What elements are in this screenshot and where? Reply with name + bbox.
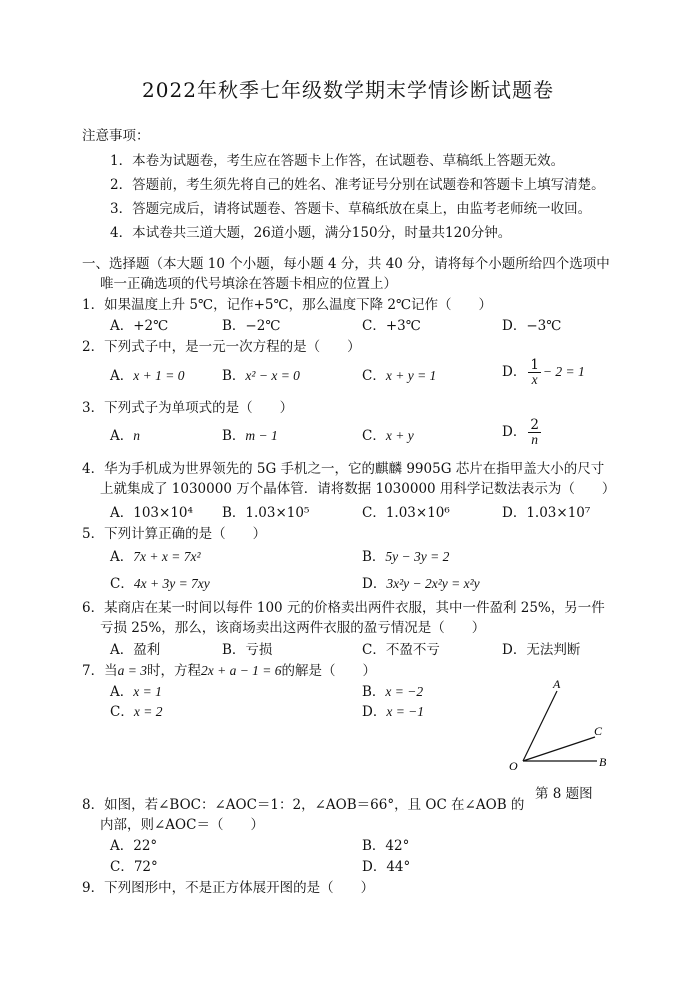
stem-condition: a = 3 xyxy=(117,663,147,678)
question-2-option-a xyxy=(110,366,184,386)
option-expression: x² − x = 0 xyxy=(245,368,300,383)
section1-heading: 一、选择题（本大题 10 个小题，每小题 4 分，共 40 分，请将每个小题所给四个选项中 xyxy=(82,256,610,272)
question-4-option-c: C．1.03×10⁶ xyxy=(362,505,450,521)
fraction-numerator: 2 xyxy=(530,417,539,433)
question-8-option-c: C．72° xyxy=(110,859,158,875)
point-label-b: B xyxy=(599,755,607,769)
ray-oc xyxy=(523,737,595,761)
question-5-option-b xyxy=(362,547,449,567)
option-label: C． xyxy=(362,428,386,444)
question-8-stem-line2: 内部，则∠AOC＝（ ） xyxy=(100,817,264,833)
question-8-option-d: D．44° xyxy=(362,859,411,875)
option-expression: 5y − 3y = 2 xyxy=(385,549,450,564)
fraction-denominator: n xyxy=(531,432,538,447)
page-title: 2022年秋季七年级数学期末学情诊断试题卷 xyxy=(142,78,554,102)
option-expression: 7x + x = 7x² xyxy=(133,549,201,564)
question-2-stem: 2．下列式子中，是一元一次方程的是（ ） xyxy=(82,339,361,355)
question-5-stem: 5．下列计算正确的是（ ） xyxy=(82,526,267,542)
point-label-o: O xyxy=(509,759,518,773)
option-label: C． xyxy=(362,368,386,384)
option-expression: x = 2 xyxy=(133,704,163,719)
question-7-option-c xyxy=(110,702,162,722)
notice-item-3: 3．答题完成后，请将试题卷、答题卡、草稿纸放在桌上，由监考老师统一收回。 xyxy=(110,201,592,217)
option-expression: m − 1 xyxy=(245,428,278,443)
question-3-option-b xyxy=(222,426,278,446)
question-7-option-b xyxy=(362,682,423,702)
question-4-option-b: B．1.03×10⁵ xyxy=(222,505,310,521)
question-1-stem: 1．如果温度上升 5℃，记作+5℃，那么温度下降 2℃记作（ ） xyxy=(82,297,493,313)
option-expression: x = −1 xyxy=(386,704,425,719)
question-4-stem-line1: 4．华为手机成为世界领先的 5G 手机之一，它的麒麟 9905G 芯片在指甲盖大小的尺寸 xyxy=(82,461,605,477)
stem-text: 时，方程 xyxy=(146,663,201,679)
question-4-option-a: A．103×10⁴ xyxy=(110,505,193,521)
fraction xyxy=(528,358,541,387)
question-4-option-d: D．1.03×10⁷ xyxy=(502,505,591,521)
question-8-option-b: B．42° xyxy=(362,838,410,854)
question-9-stem: 9．下列图形中，不是正方体展开图的是（ ） xyxy=(82,880,375,896)
option-expression: 3x²y − 2x²y = x²y xyxy=(386,576,480,591)
point-label-a: A xyxy=(553,677,561,691)
stem-text: 的解是（ ） xyxy=(281,663,377,679)
fraction xyxy=(528,418,541,447)
notice-item-1: 1．本卷为试题卷，考生应在答题卡上作答，在试题卷、草稿纸上答题无效。 xyxy=(110,153,565,169)
notice-item-2: 2．答题前，考生须先将自己的姓名、准考证号分别在试题卷和答题卡上填写清楚。 xyxy=(110,177,605,193)
question-5-option-c xyxy=(110,574,210,594)
question-7-option-a xyxy=(110,682,162,702)
point-label-c: C xyxy=(594,724,603,738)
question-3-option-c xyxy=(362,426,414,446)
option-label: B． xyxy=(222,428,246,444)
question-6-option-c: C．不盈不亏 xyxy=(362,642,440,658)
figure-caption: 第 8 题图 xyxy=(535,786,593,802)
question-7-stem xyxy=(82,661,376,681)
question-1-option-c: C．+3℃ xyxy=(362,318,421,334)
option-label: D． xyxy=(362,576,387,592)
option-label: D． xyxy=(362,704,387,720)
option-expression: − 2 = 1 xyxy=(542,364,585,379)
question-3-stem: 3．下列式子为单项式的是（ ） xyxy=(82,400,294,416)
question-3-option-a xyxy=(110,426,140,446)
question-6-option-d: D．无法判断 xyxy=(502,642,581,658)
ray-oa xyxy=(523,691,557,761)
question-5-option-d xyxy=(362,574,480,594)
option-label: A． xyxy=(110,684,134,700)
option-label: B． xyxy=(362,549,386,565)
option-label: B． xyxy=(222,368,246,384)
option-expression: x + y xyxy=(385,428,414,443)
option-label: A． xyxy=(110,368,134,384)
option-label: C． xyxy=(110,576,134,592)
question-1-option-a: A．+2℃ xyxy=(110,318,169,334)
fraction-denominator: x xyxy=(531,372,538,387)
angle-figure xyxy=(505,675,615,775)
notice-item-4: 4．本试卷共三道大题，26道小题，满分150分，时量共120分钟。 xyxy=(110,225,512,241)
option-label: A． xyxy=(110,428,134,444)
option-expression: x = 1 xyxy=(133,684,162,699)
question-2-option-d xyxy=(502,358,585,387)
option-expression: x + y = 1 xyxy=(385,368,437,383)
question-3-option-d xyxy=(502,418,543,447)
option-expression: x + 1 = 0 xyxy=(133,368,185,383)
option-expression: 4x + 3y = 7xy xyxy=(133,576,210,591)
question-6-stem-line1: 6．某商店在某一时间以每件 100 元的价格卖出两件衣服，其中一件盈利 25%，另一件 xyxy=(82,600,605,616)
option-label: A． xyxy=(110,549,134,565)
stem-text: 7．当 xyxy=(82,663,118,679)
section1-heading-cont: 唯一正确选项的代号填涂在答题卡相应的位置上） xyxy=(100,276,397,292)
fraction-numerator: 1 xyxy=(530,357,539,373)
question-7-option-d xyxy=(362,702,424,722)
option-label: C． xyxy=(110,704,134,720)
question-6-option-a: A．盈利 xyxy=(110,642,161,658)
notice-heading: 注意事项： xyxy=(82,128,150,144)
question-8-stem-line1: 8．如图，若∠BOC：∠AOC＝1：2，∠AOB＝66°，且 OC 在∠AOB 的 xyxy=(82,797,525,813)
option-label: B． xyxy=(362,684,386,700)
question-4-stem-line2: 上就集成了 1030000 万个晶体管．请将数据 1030000 用科学记数法表示为（ ） xyxy=(100,481,616,497)
question-1-option-b: B．−2℃ xyxy=(222,318,281,334)
question-2-option-b xyxy=(222,366,300,386)
option-expression: n xyxy=(133,428,140,443)
question-6-option-b: B．亏损 xyxy=(222,642,273,658)
option-label: D． xyxy=(502,364,527,380)
option-label: D． xyxy=(502,424,527,440)
question-1-option-d: D．−3℃ xyxy=(502,318,562,334)
option-expression: x = −2 xyxy=(385,684,424,699)
question-6-stem-line2: 亏损 25%，那么，该商场卖出这两件衣服的盈亏情况是（ ） xyxy=(100,620,486,636)
question-2-option-c xyxy=(362,366,436,386)
stem-equation: 2x + a − 1 = 6 xyxy=(200,663,282,678)
question-5-option-a xyxy=(110,547,201,567)
question-8-option-a: A．22° xyxy=(110,838,158,854)
